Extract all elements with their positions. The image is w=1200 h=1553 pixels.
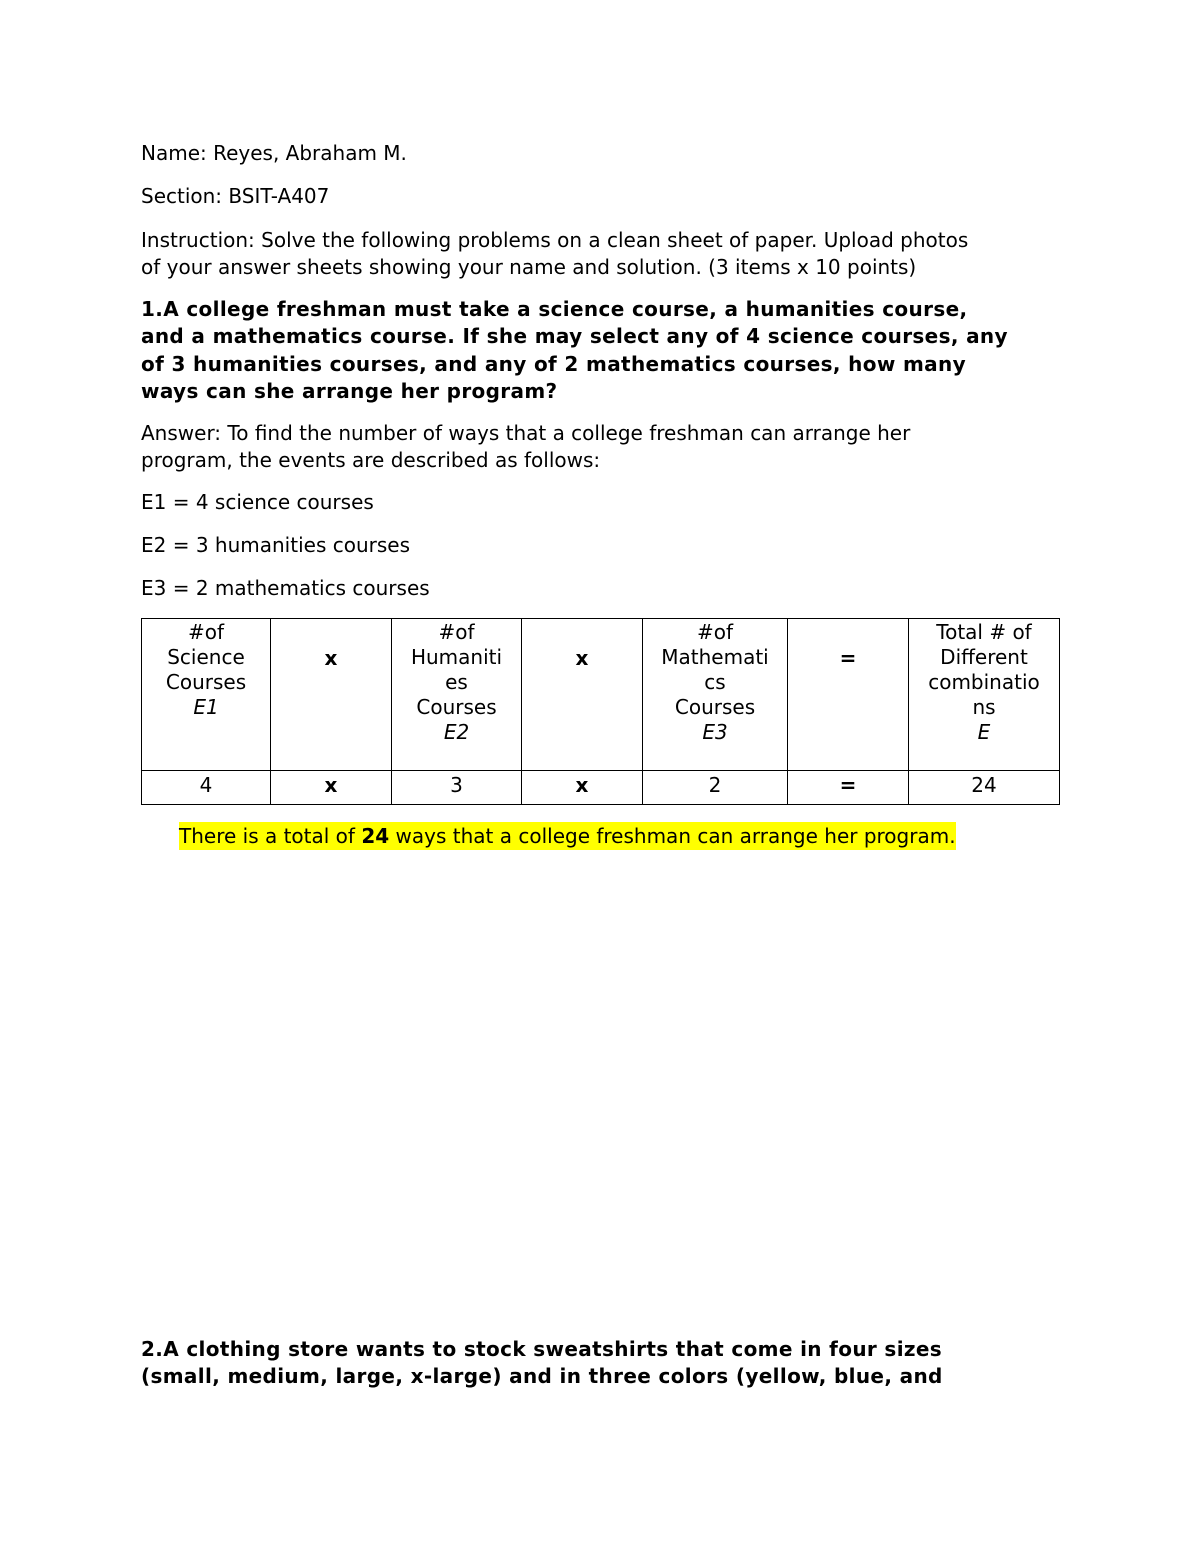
highlighted-conclusion: [179, 822, 956, 850]
student-name: Name: Reyes, Abraham M.: [141, 141, 407, 165]
problem-2-line-1: 2.A clothing store wants to stock sweatshirts that come in four sizes: [141, 1337, 943, 1361]
counting-table: [141, 618, 1060, 805]
conclusion-before: There is a total of: [179, 824, 362, 848]
header-multiply-operator: x: [271, 619, 392, 771]
answer-line-1: Answer: To find the number of ways that a college freshman can arrange her: [141, 421, 911, 445]
value-science: 4: [142, 771, 271, 805]
problem-1-line-1: 1.A college freshman must take a science course, a humanities course,: [141, 297, 968, 321]
event-e2: E2 = 3 humanities courses: [141, 533, 410, 557]
header-multiply-operator: x: [522, 619, 643, 771]
instruction-line-1: Instruction: Solve the following problems on a clean sheet of paper. Upload photos: [141, 228, 969, 252]
event-e3: E3 = 2 mathematics courses: [141, 576, 430, 600]
table-header-row: [142, 619, 1060, 771]
header-total-combinations: Total # of Different combinatio ns E: [909, 619, 1060, 771]
answer-line-2: program, the events are described as follows:: [141, 448, 601, 472]
value-equals-operator: =: [788, 771, 909, 805]
value-multiply-operator: x: [522, 771, 643, 805]
conclusion-number: 24: [361, 824, 390, 848]
value-humanities: 3: [392, 771, 522, 805]
problem-2-line-2: (small, medium, large, x-large) and in three colors (yellow, blue, and: [141, 1364, 943, 1388]
problem-1-line-4: ways can she arrange her program?: [141, 379, 558, 403]
event-e1: E1 = 4 science courses: [141, 490, 374, 514]
header-equals-operator: =: [788, 619, 909, 771]
value-mathematics: 2: [643, 771, 788, 805]
student-section: Section: BSIT-A407: [141, 184, 330, 208]
value-total: 24: [909, 771, 1060, 805]
header-mathematics-courses: #of Mathemati cs Courses E3: [643, 619, 788, 771]
table-value-row: [142, 771, 1060, 805]
conclusion-after: ways that a college freshman can arrange her program.: [389, 824, 956, 848]
instruction-line-2: of your answer sheets showing your name and solution. (3 items x 10 points): [141, 255, 917, 279]
problem-1-line-3: of 3 humanities courses, and any of 2 mathematics courses, how many: [141, 352, 966, 376]
header-science-courses: #of Science Courses E1: [142, 619, 271, 771]
problem-1-line-2: and a mathematics course. If she may select any of 4 science courses, any: [141, 324, 1008, 348]
value-multiply-operator: x: [271, 771, 392, 805]
header-humanities-courses: #of Humaniti es Courses E2: [392, 619, 522, 771]
